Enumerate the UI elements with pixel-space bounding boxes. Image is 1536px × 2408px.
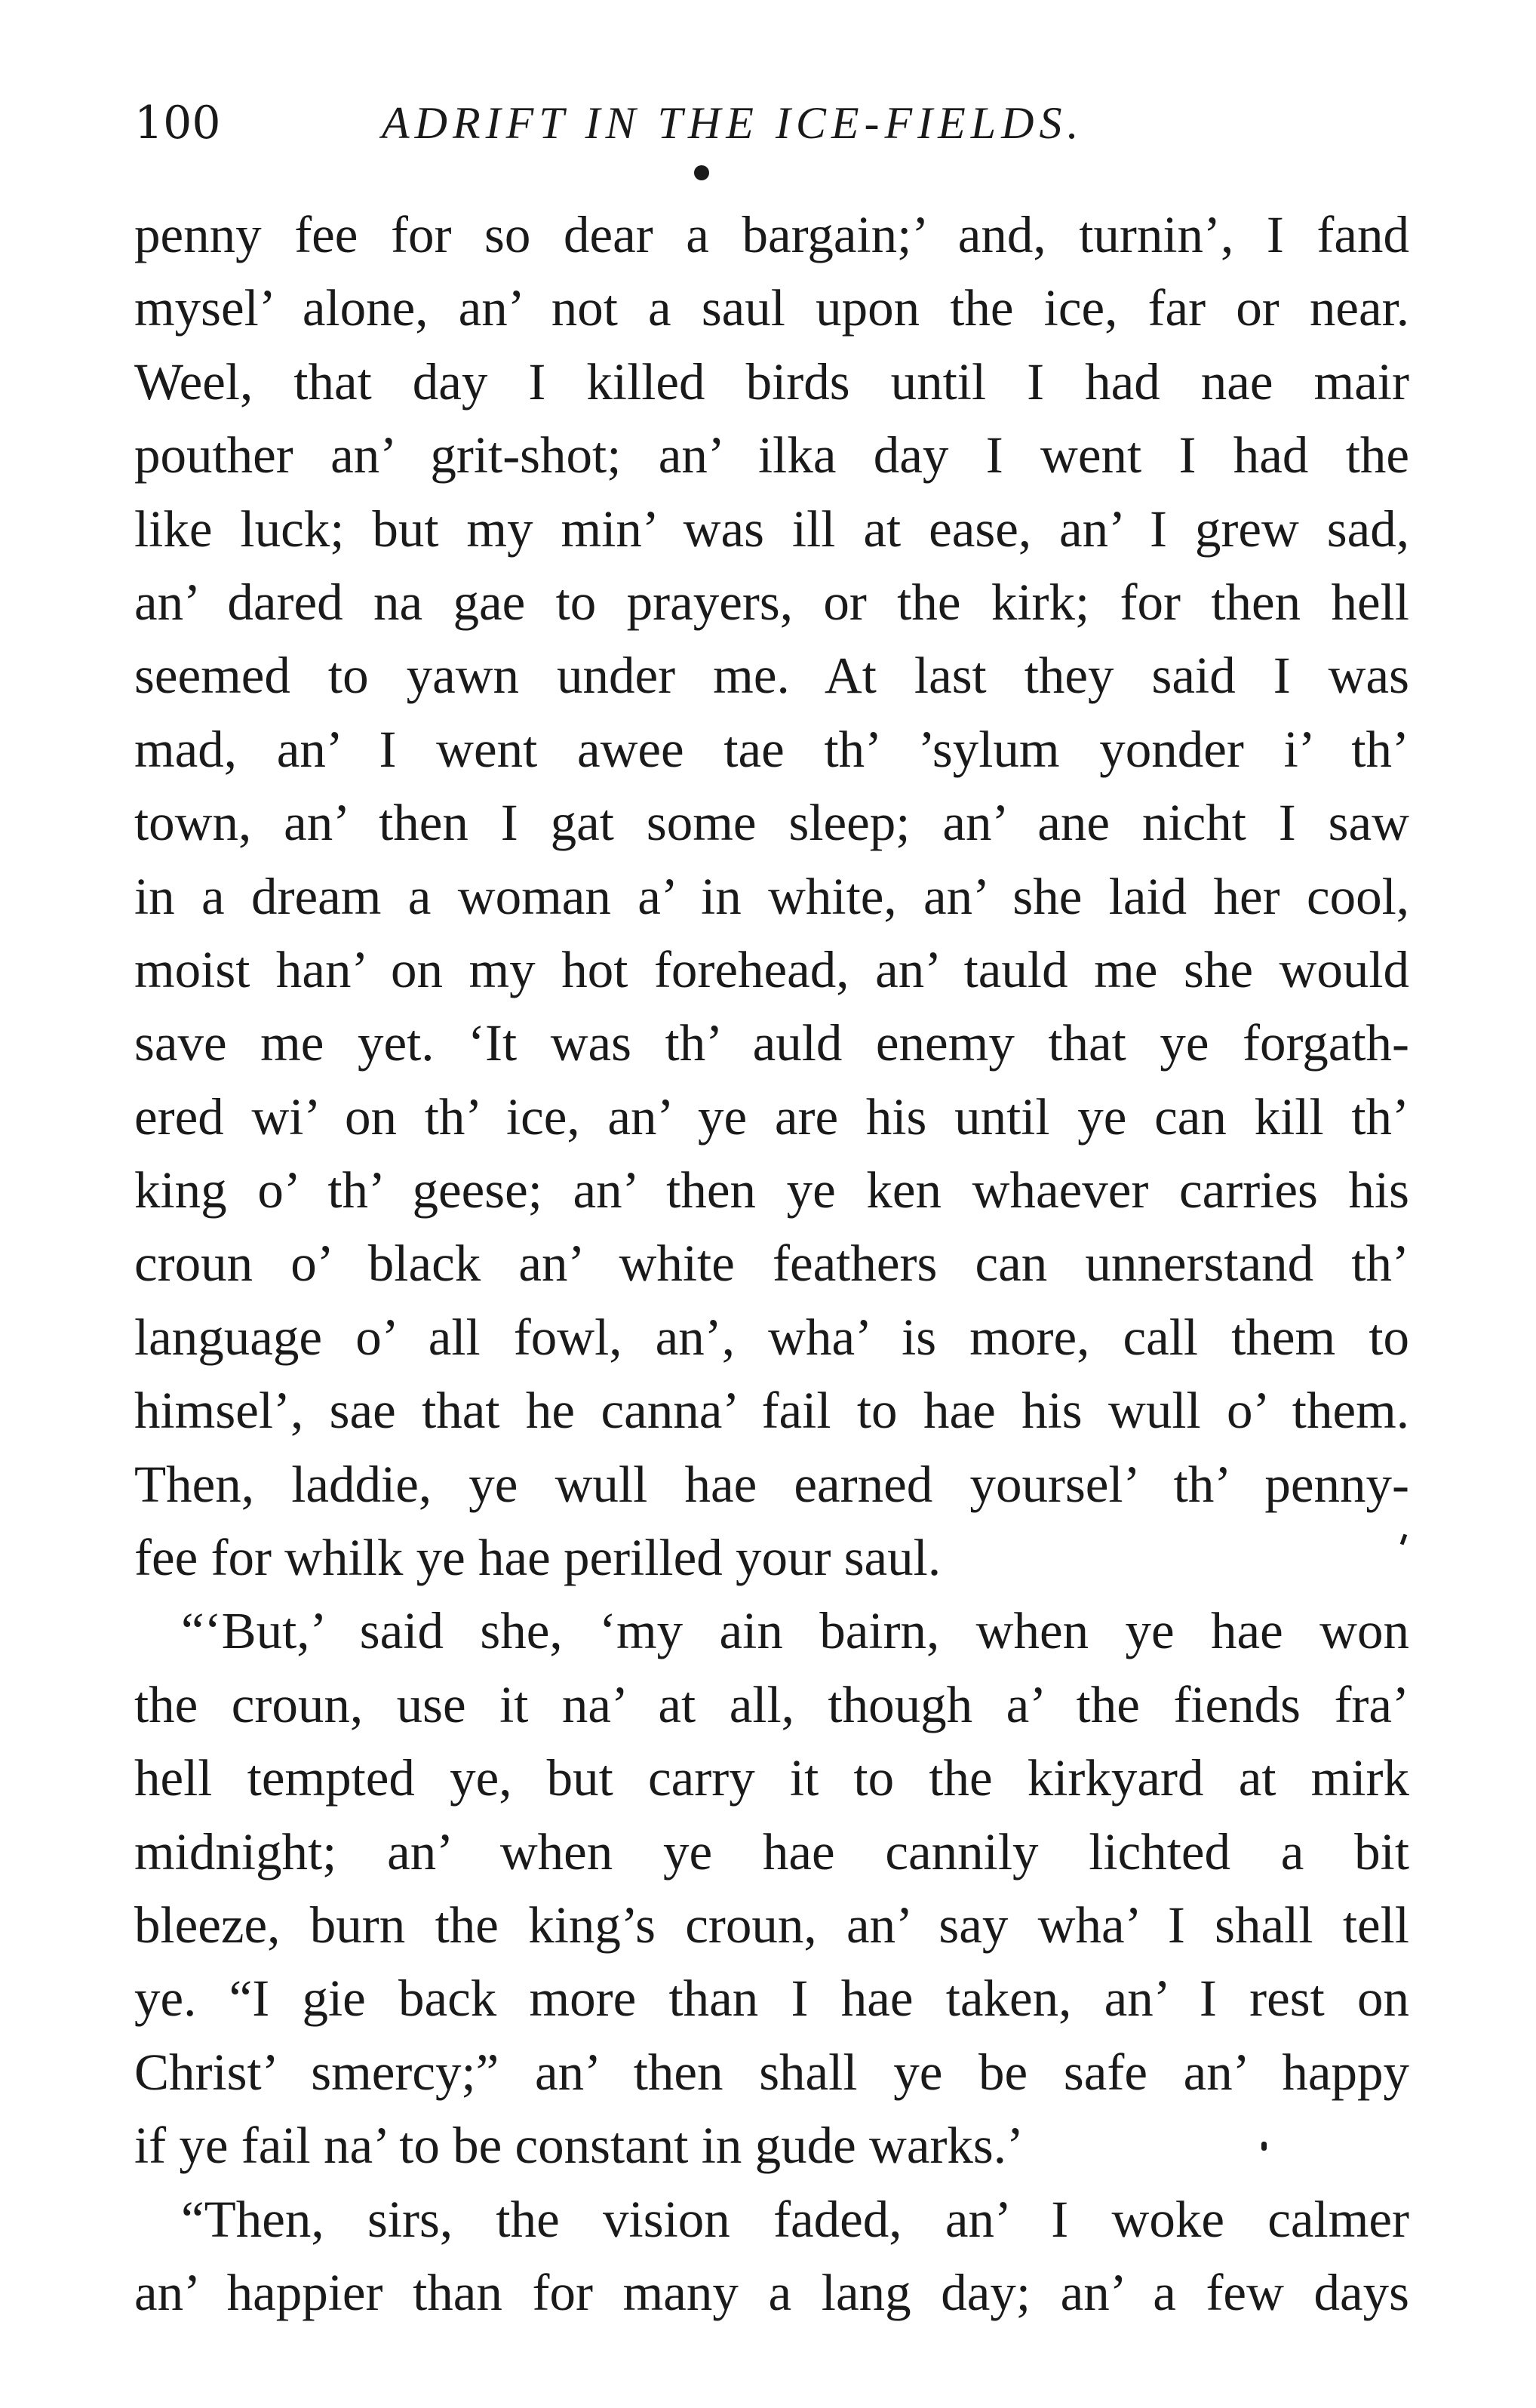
text-line: town, an’ then I gat some sleep; an’ ane nicht I saw (134, 794, 1409, 852)
text-line-paragraph-start: “‘But,’ said she, ‘my ain bairn, when ye hae won (181, 1602, 1409, 1660)
text-line: croun o’ black an’ white feathers can unnerstand th’ (134, 1235, 1409, 1293)
text-line: penny fee for so dear a bargain;’ and, turnin’, I fand (134, 206, 1409, 263)
text-line: an’ dared na gae to prayers, or the kirk; for then hell (134, 573, 1409, 631)
text-line-paragraph-end: fee for whilk ye hae perilled your saul. (134, 1529, 942, 1587)
ink-speck (1261, 2142, 1267, 2151)
text-line: Then, laddie, ye wull hae earned yoursel’ th’ penny- (134, 1455, 1409, 1513)
text-line: pouther an’ grit-shot; an’ ilka day I went I had the (134, 426, 1409, 484)
text-line-paragraph-end: if ye fail na’ to be constant in gude warks.’ (134, 2117, 1024, 2175)
body-text (134, 198, 1409, 2330)
text-line: language o’ all fowl, an’, wha’ is more, call them to (134, 1308, 1409, 1366)
running-title: ADRIFT IN THE ICE-FIELDS. (382, 98, 1084, 148)
text-line: hell tempted ye, but carry it to the kirkyard at mirk (134, 1749, 1409, 1807)
text-line: mad, an’ I went awee tae th’ ’sylum yonder i’ th’ (134, 720, 1409, 778)
text-line: king o’ th’ geese; an’ then ye ken whaever carries his (134, 1161, 1409, 1219)
text-line: himsel’, sae that he canna’ fail to hae his wull o’ them. (134, 1382, 1409, 1440)
text-line: moist han’ on my hot forehead, an’ tauld me she would (134, 940, 1409, 998)
text-line: in a dream a woman a’ in white, an’ she laid her cool, (134, 867, 1409, 925)
text-line: save me yet. ‘It was th’ auld enemy that ye forgath- (134, 1014, 1409, 1072)
text-line: Weel, that day I killed birds until I had nae mair (134, 352, 1409, 411)
text-line: an’ happier than for many a lang day; an’ a few days (134, 2263, 1409, 2321)
running-head (134, 89, 1409, 157)
ornament-dot-icon (694, 165, 709, 180)
text-line: like luck; but my min’ was ill at ease, an’ I grew sad, (134, 500, 1409, 558)
text-line: bleeze, burn the king’s croun, an’ say wha’ I shall tell (134, 1896, 1409, 1954)
text-line: midnight; an’ when ye hae cannily lichted a bit (134, 1822, 1409, 1881)
text-line: the croun, use it na’ at all, though a’ the fiends fra’ (134, 1675, 1409, 1733)
text-line: mysel’ alone, an’ not a saul upon the ice, far or near. (134, 279, 1409, 337)
page-number: 100 (134, 97, 221, 149)
text-line-paragraph-start: “Then, sirs, the vision faded, an’ I woke calmer (181, 2190, 1409, 2248)
text-line: seemed to yawn under me. At last they said I was (134, 647, 1409, 705)
text-line: ye. “I gie back more than I hae taken, an’ I rest on (134, 1970, 1409, 2028)
text-line: ered wi’ on th’ ice, an’ ye are his until ye can kill th’ (134, 1087, 1409, 1146)
text-line: Christ’ smercy;” an’ then shall ye be safe an’ happy (134, 2043, 1409, 2101)
